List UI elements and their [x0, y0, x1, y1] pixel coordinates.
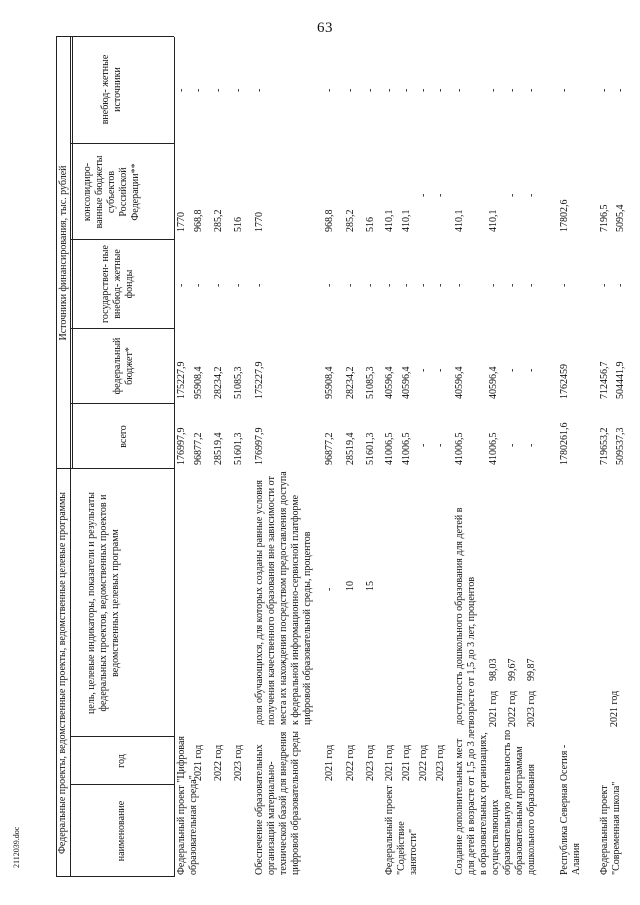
row-name: Обеспечение образовательных организаций материально-технической базой для внедрения цифровой образовательной среды: [254, 731, 301, 875]
header-goal: цель, целевые индикаторы, показатели и результаты федеральных проектов, ведомственных проектов и ведомственных целевых программ: [86, 492, 121, 714]
row-extra: -: [345, 88, 356, 92]
rotated-table: [56, 37, 636, 877]
row-federal: 51085,3: [365, 366, 376, 399]
row-total: 41006,5: [384, 432, 395, 465]
row-extra: -: [615, 88, 626, 92]
row-regional: 410,1: [384, 209, 395, 232]
row-state-funds: -: [213, 283, 224, 287]
row-year: 2022 год: [418, 744, 429, 781]
row-regional: 1770: [254, 212, 265, 232]
row-federal: -: [418, 368, 429, 372]
row-year: 2023 год: [365, 744, 376, 781]
page-number: 63: [317, 20, 333, 36]
row-state-funds: -: [454, 283, 465, 287]
row-state-funds: -: [365, 283, 376, 287]
row-regional: 410,1: [401, 209, 412, 232]
row-extra: -: [324, 88, 335, 92]
row-state-funds: -: [507, 283, 518, 287]
row-regional: -: [435, 193, 446, 197]
row-federal: -: [507, 368, 518, 372]
row-extra: -: [384, 88, 395, 92]
row-regional: -: [418, 193, 429, 197]
row-total: 41006,5: [454, 432, 465, 465]
row-extra: -: [488, 88, 499, 92]
row-total: 1780261,6: [559, 422, 570, 465]
row-total: 28519,4: [213, 432, 224, 465]
row-federal: 51085,3: [233, 366, 244, 399]
row-federal: 712456,7: [599, 361, 610, 399]
row-total: -: [507, 443, 518, 447]
row-regional: 7196,5: [599, 204, 610, 232]
row-goal: 10: [345, 581, 356, 591]
row-total: 51601,3: [233, 432, 244, 465]
row-regional: 410,1: [454, 209, 465, 232]
row-state-funds: -: [233, 283, 244, 287]
row-year: 2021 год: [324, 744, 335, 781]
row-regional: 17802,6: [559, 199, 570, 232]
row-state-funds: -: [193, 283, 204, 287]
row-goal: доля обучающихся, для которых созданы равные условия получения качественного образования вне зависимости от места их нахождения посредством предоставления доступа к федеральной информационно-сервисной платформе цифровой образовательной среды, процентов: [254, 471, 313, 725]
row-federal: -: [526, 368, 537, 372]
row-state-funds: -: [615, 283, 626, 287]
row-regional: 285,2: [345, 209, 356, 232]
row-total: 51601,3: [365, 432, 376, 465]
row-name: Федеральный проект "Современная школа": [599, 781, 622, 875]
row-state-funds: -: [176, 283, 187, 287]
row-federal: 28234,2: [345, 366, 356, 399]
row-regional: 516: [365, 217, 376, 232]
header-federal-budget: федеральный бюджет*: [112, 337, 135, 395]
row-name: Республика Северная Осетия - Алания: [559, 744, 582, 875]
row-extra: -: [233, 88, 244, 92]
row-goal: 99,67: [507, 658, 518, 681]
row-extra: -: [401, 88, 412, 92]
row-federal: 28234,2: [213, 366, 224, 399]
row-total: 509537,3: [615, 427, 626, 465]
row-extra: -: [365, 88, 376, 92]
row-federal: 504441,9: [615, 361, 626, 399]
row-total: 176997,9: [254, 427, 265, 465]
row-federal: 40596,4: [454, 366, 465, 399]
header-year: год: [116, 754, 127, 768]
row-regional: 1770: [176, 212, 187, 232]
row-state-funds: -: [435, 283, 446, 287]
row-regional: 285,2: [213, 209, 224, 232]
row-federal: 40596,4: [488, 366, 499, 399]
row-extra: -: [176, 88, 187, 92]
row-state-funds: -: [254, 283, 265, 287]
row-regional: 968,8: [193, 209, 204, 232]
row-federal: -: [435, 368, 446, 372]
row-federal: 95908,4: [324, 366, 335, 399]
row-federal: 175227,9: [254, 361, 265, 399]
row-federal: 95908,4: [193, 366, 204, 399]
header-total: всего: [118, 425, 129, 448]
row-goal: 98,03: [488, 658, 499, 681]
row-year: 2022 год: [213, 744, 224, 781]
row-regional: 410,1: [488, 209, 499, 232]
row-total: 41006,5: [401, 432, 412, 465]
row-state-funds: -: [401, 283, 412, 287]
row-year: 2023 год: [526, 690, 537, 727]
row-extra: -: [435, 88, 446, 92]
row-extra: -: [213, 88, 224, 92]
row-federal: 40596,4: [401, 366, 412, 399]
row-year: 2022 год: [345, 744, 356, 781]
row-extra: -: [418, 88, 429, 92]
row-regional: 968,8: [324, 209, 335, 232]
row-goal: 99,87: [526, 658, 537, 681]
row-regional: 5095,4: [615, 204, 626, 232]
row-total: 176997,9: [176, 427, 187, 465]
row-total: -: [418, 443, 429, 447]
row-state-funds: -: [384, 283, 395, 287]
row-name: Создание дополнительных мест для детей в возрасте от 1,5 до 3 лет в образовательных организациях, осуществляющих образовательную деятельность по образовательным программам дошкольного образования: [454, 725, 537, 875]
row-total: 96877,2: [324, 432, 335, 465]
row-regional: -: [507, 193, 518, 197]
row-year: 2023 год: [435, 744, 446, 781]
row-year: 2021 год: [384, 744, 395, 781]
row-name: Федеральный проект "Цифровая образовательная среда": [176, 735, 199, 875]
row-total: 28519,4: [345, 432, 356, 465]
header-name: наименование: [116, 800, 127, 862]
row-extra: -: [454, 88, 465, 92]
row-goal: доступность дошкольного образования для детей в возрасте от 1,5 до 3 лет, процентов: [454, 507, 477, 725]
row-state-funds: -: [488, 283, 499, 287]
row-federal: 1762459: [559, 364, 570, 399]
header-funding-sources: Источники финансирования, тыс. рублей: [58, 165, 69, 341]
row-extra: -: [526, 88, 537, 92]
row-year: 2021 год: [488, 690, 499, 727]
header-regional-budgets: консолидиро- ванные бюджеты субъектов Российской Федерации**: [82, 155, 141, 229]
row-year: 2023 год: [233, 744, 244, 781]
row-total: 96877,2: [193, 432, 204, 465]
row-regional: 516: [233, 217, 244, 232]
row-total: -: [435, 443, 446, 447]
row-extra: -: [254, 88, 265, 92]
row-year: 2021 год: [193, 744, 204, 781]
document-reference: 2112039.doc: [12, 826, 21, 868]
row-total: 41006,5: [488, 432, 499, 465]
row-goal: 15: [365, 581, 376, 591]
row-total: 719653,2: [599, 427, 610, 465]
header-state-funds: государствен- ные внебюд- жетные фонды: [100, 245, 135, 323]
row-total: -: [526, 443, 537, 447]
row-federal: 175227,9: [176, 361, 187, 399]
row-extra: -: [559, 88, 570, 92]
row-state-funds: -: [418, 283, 429, 287]
row-state-funds: -: [599, 283, 610, 287]
row-extra: -: [599, 88, 610, 92]
row-name: Федеральный проект "Содействие занятости": [384, 785, 419, 875]
row-extra: -: [507, 88, 518, 92]
row-state-funds: -: [559, 283, 570, 287]
row-state-funds: -: [324, 283, 335, 287]
header-projects-group: Федеральные проекты, ведомственные проекты, ведомственные целевые программы: [57, 491, 68, 855]
header-extrabudgetary: внебюд- жетные источники: [100, 54, 123, 125]
row-state-funds: -: [526, 283, 537, 287]
row-regional: -: [526, 193, 537, 197]
row-goal: -: [324, 587, 335, 591]
row-year: 2022 год: [507, 690, 518, 727]
row-year: 2021 год: [609, 690, 620, 727]
row-extra: -: [193, 88, 204, 92]
row-state-funds: -: [345, 283, 356, 287]
row-year: 2021 год: [401, 744, 412, 781]
row-federal: 40596,4: [384, 366, 395, 399]
